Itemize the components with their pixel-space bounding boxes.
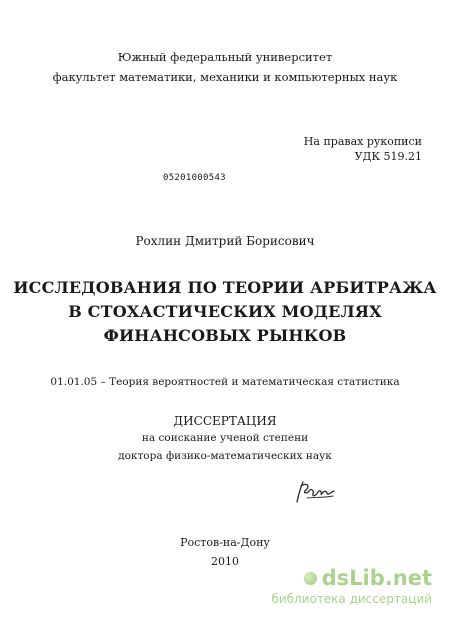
- watermark-subtitle: библиотека диссертаций: [271, 592, 432, 606]
- title-line-2: В СТОХАСТИЧЕСКИХ МОДЕЛЯХ: [68, 302, 382, 321]
- title-line-1: ИССЛЕДОВАНИЯ ПО ТЕОРИИ АРБИТРАЖА: [13, 278, 437, 297]
- publication-city: Ростов-на-Дону: [180, 536, 270, 549]
- degree-line-2: доктора физико-математических наук: [118, 450, 332, 462]
- university-name: Южный федеральный университет: [117, 50, 333, 64]
- signature: [293, 478, 337, 508]
- dissertation-label: ДИССЕРТАЦИЯ: [173, 414, 277, 428]
- faculty-name: факультет математики, механики и компьютерных наук: [52, 70, 398, 84]
- watermark: [271, 566, 432, 606]
- author-name: Рохлин Дмитрий Борисович: [135, 234, 315, 248]
- watermark-title: dsLib.net: [321, 566, 432, 590]
- specialty-code: 01.01.05 – Теория вероятностей и математическая статистика: [50, 376, 400, 388]
- globe-icon: [304, 572, 317, 585]
- publication-year: 2010: [211, 555, 239, 568]
- udk-code: УДК 519.21: [354, 150, 422, 163]
- library-stamp-number: 05201000543: [163, 173, 226, 183]
- degree-line-1: на соискание ученой степени: [141, 432, 309, 444]
- title-line-3: ФИНАНСОВЫХ РЫНКОВ: [103, 326, 347, 345]
- manuscript-rights: На правах рукописи: [303, 135, 422, 148]
